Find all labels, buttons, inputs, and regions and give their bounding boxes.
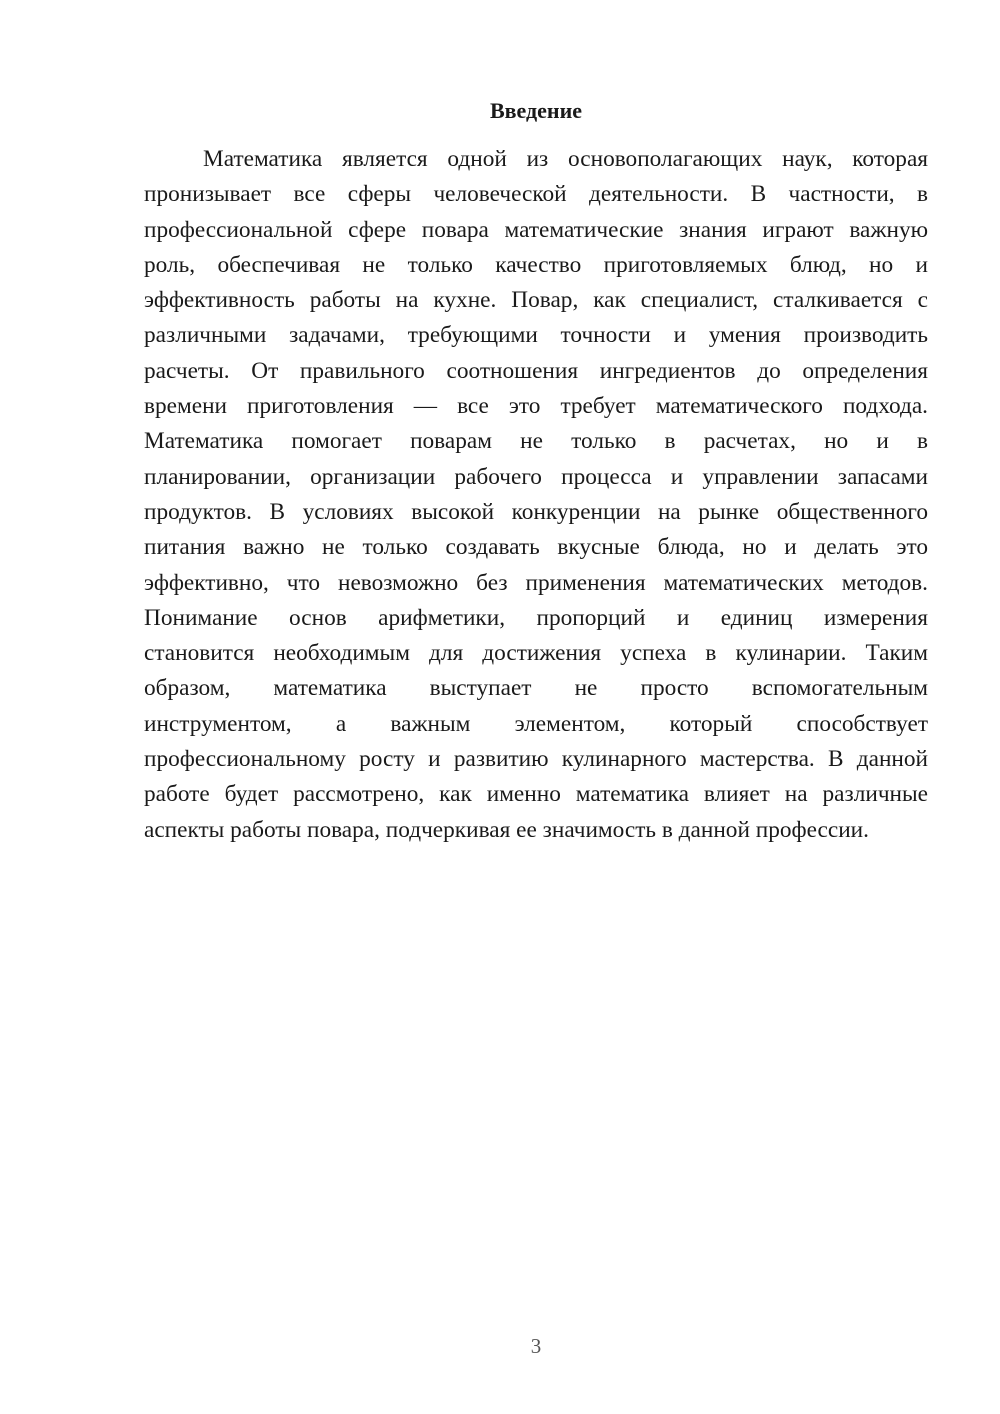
paragraph-line: питания важно не только создавать вкусные блюда, но и делать это <box>144 534 928 561</box>
paragraph-line: расчеты. От правильного соотношения ингредиентов до определения <box>144 357 928 384</box>
paragraph-line: профессиональной сфере повара математические знания играют важную <box>144 216 928 243</box>
paragraph-line: эффективность работы на кухне. Повар, как специалист, сталкивается с <box>144 287 928 314</box>
paragraph-line: пронизывает все сферы человеческой деятельности. В частности, в <box>144 181 928 208</box>
paragraph-line: времени приготовления — все это требует математического подхода. <box>144 393 928 420</box>
paragraph-line: планировании, организации рабочего процесса и управлении запасами <box>144 463 928 490</box>
paragraph-line: инструментом, а важным элементом, который способствует <box>144 710 928 737</box>
introduction-paragraph <box>144 142 928 848</box>
paragraph-line: аспекты работы повара, подчеркивая ее значимость в данной профессии. <box>144 816 869 843</box>
paragraph-line: роль, обеспечивая не только качество приготовляемых блюд, но и <box>144 251 928 278</box>
paragraph-line: образом, математика выступает не просто вспомогательным <box>144 675 928 702</box>
paragraph-line: Понимание основ арифметики, пропорций и единиц измерения <box>144 604 928 631</box>
page-number: 3 <box>530 1334 542 1358</box>
paragraph-line: продуктов. В условиях высокой конкуренции на рынке общественного <box>144 498 928 525</box>
paragraph-line: работе будет рассмотрено, как именно математика влияет на различные <box>144 781 928 808</box>
paragraph-line: эффективно, что невозможно без применения математических методов. <box>144 569 928 596</box>
section-heading: Введение <box>489 98 583 123</box>
paragraph-line: профессиональному росту и развитию кулинарного мастерства. В данной <box>144 746 928 773</box>
paragraph-line: становится необходимым для достижения успеха в кулинарии. Таким <box>144 640 928 667</box>
paragraph-line: различными задачами, требующими точности и умения производить <box>144 322 928 349</box>
paragraph-line: Математика помогает поварам не только в расчетах, но и в <box>144 428 928 455</box>
paragraph-line: Математика является одной из основополагающих наук, которая <box>203 146 928 172</box>
